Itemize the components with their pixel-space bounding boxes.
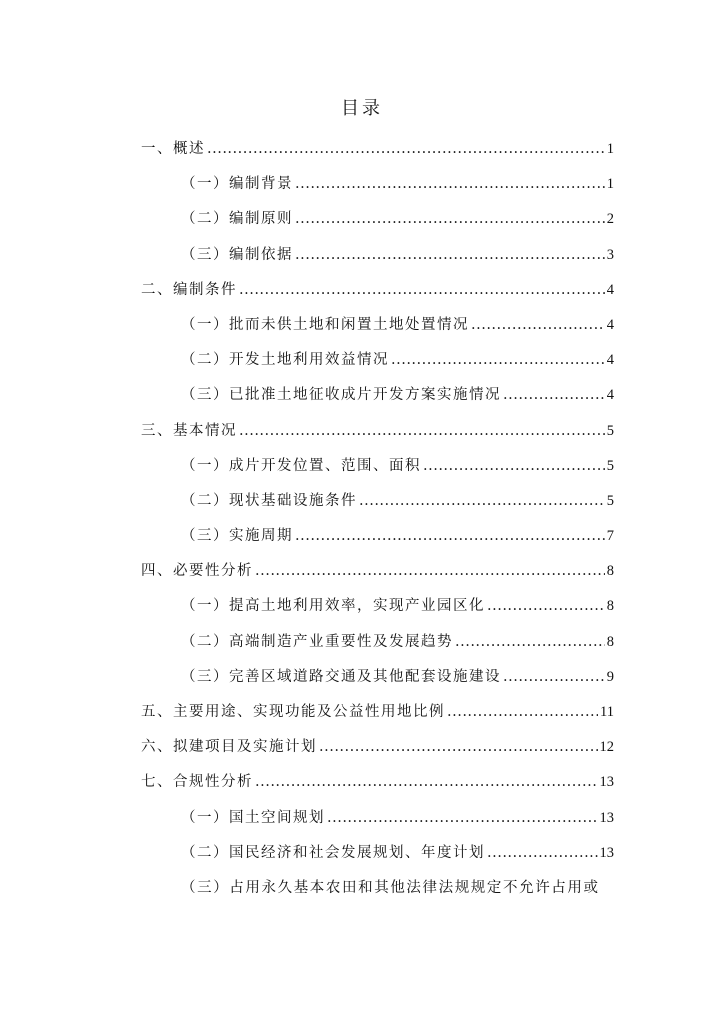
toc-page-number: 1 — [606, 176, 614, 193]
toc-entry[interactable] — [0, 878, 614, 913]
toc-entry[interactable] — [0, 350, 614, 385]
toc-page-number: 11 — [600, 704, 614, 720]
toc-entry[interactable] — [0, 385, 614, 420]
toc-dot-leader — [487, 843, 598, 863]
toc-page-number: 2 — [606, 211, 614, 228]
toc-entry[interactable] — [0, 174, 614, 209]
toc-entry-label: （二）高端制造产业重要性及发展趋势 — [181, 633, 453, 650]
toc-dot-leader — [471, 315, 605, 335]
toc-entry[interactable] — [0, 209, 614, 244]
toc-page-number: 3 — [606, 246, 614, 263]
toc-dot-leader — [239, 280, 605, 300]
toc-page-number: 9 — [606, 668, 614, 685]
toc-entry-label: （一）成片开发位置、范围、面积 — [181, 457, 421, 474]
toc-entry-label: （一）批而未供土地和闲置土地处置情况 — [181, 316, 469, 333]
toc-entry-label: （一）国土空间规划 — [181, 809, 325, 826]
toc-dot-leader — [503, 667, 605, 687]
toc-entry[interactable] — [0, 280, 614, 315]
toc-entry-label: （三）已批准土地征收成片开发方案实施情况 — [181, 387, 501, 404]
toc-dot-leader — [295, 174, 605, 194]
toc-entry[interactable] — [0, 315, 614, 350]
toc-page-number: 8 — [606, 563, 614, 580]
toc-dot-leader — [239, 421, 605, 441]
toc-dot-leader — [487, 596, 605, 616]
toc-entry-label: 三、基本情况 — [141, 422, 237, 439]
toc-entry[interactable] — [0, 737, 614, 772]
toc-page-number: 5 — [606, 492, 614, 509]
toc-entry[interactable] — [0, 421, 614, 456]
toc-entry-label: （一）编制背景 — [181, 176, 293, 193]
toc-entry[interactable] — [0, 491, 614, 526]
toc-entry-label: 五、主要用途、实现功能及公益性用地比例 — [141, 704, 445, 720]
toc-entry-label: （三）编制依据 — [181, 246, 293, 263]
toc-entry-label: （三）占用永久基本农田和其他法律法规规定不允许占用或 — [181, 879, 600, 896]
toc-entry[interactable] — [0, 456, 614, 491]
toc-dot-leader — [359, 491, 605, 511]
table-of-contents — [0, 139, 724, 913]
toc-entry-label: 一、概述 — [141, 141, 205, 157]
toc-entry-label: （二）国民经济和社会发展规划、年度计划 — [181, 844, 485, 861]
toc-dot-leader — [255, 772, 598, 792]
toc-dot-leader — [455, 632, 605, 652]
toc-page-number: 13 — [599, 774, 614, 791]
toc-dot-leader — [391, 350, 605, 370]
toc-dot-leader — [295, 526, 605, 546]
toc-dot-leader — [327, 808, 598, 828]
toc-dot-leader — [295, 209, 605, 229]
toc-page-number: 4 — [606, 387, 614, 404]
toc-title: 目录 — [341, 98, 383, 119]
toc-entry[interactable] — [0, 808, 614, 843]
toc-entry-label: （二）编制原则 — [181, 211, 293, 228]
toc-entry-label: （二）开发土地利用效益情况 — [181, 352, 389, 369]
toc-dot-leader — [295, 245, 605, 265]
toc-page-number: 4 — [606, 352, 614, 369]
toc-entry[interactable] — [0, 596, 614, 631]
toc-entry-label: （一）提高土地利用效率，实现产业园区化 — [181, 598, 485, 615]
toc-page-number: 5 — [606, 422, 614, 439]
toc-entry-label: （三）完善区域道路交通及其他配套设施建设 — [181, 668, 501, 685]
toc-page-number: 1 — [606, 141, 614, 157]
toc-dot-leader — [207, 139, 605, 159]
toc-entry-label: （二）现状基础设施条件 — [181, 492, 357, 509]
toc-dot-leader — [447, 702, 598, 722]
toc-dot-leader — [319, 737, 598, 757]
toc-entry-label: （三）实施周期 — [181, 528, 293, 545]
toc-entry-label: 七、合规性分析 — [141, 774, 253, 791]
toc-entry-label: 四、必要性分析 — [141, 563, 253, 580]
toc-page-number: 8 — [606, 633, 614, 650]
toc-entry-label: 二、编制条件 — [141, 281, 237, 298]
toc-page-number: 5 — [606, 457, 614, 474]
toc-entry[interactable] — [0, 632, 614, 667]
toc-entry[interactable] — [0, 245, 614, 280]
toc-entry[interactable] — [0, 667, 614, 702]
toc-dot-leader — [255, 561, 605, 581]
toc-dot-leader — [423, 456, 605, 476]
toc-entry[interactable] — [0, 772, 614, 807]
toc-entry[interactable] — [0, 139, 614, 174]
toc-page-number: 12 — [599, 739, 614, 756]
toc-entry-label: 六、拟建项目及实施计划 — [141, 739, 317, 756]
toc-page-number: 7 — [606, 528, 614, 545]
toc-page-number: 4 — [606, 316, 614, 333]
toc-entry[interactable] — [0, 843, 614, 878]
toc-page-number: 4 — [606, 281, 614, 298]
toc-entry[interactable] — [0, 526, 614, 561]
toc-dot-leader — [503, 385, 605, 405]
toc-entry[interactable] — [0, 561, 614, 596]
toc-page-number: 13 — [599, 844, 614, 861]
toc-entry[interactable] — [0, 702, 614, 737]
toc-page-number: 8 — [606, 598, 614, 615]
toc-page-number: 13 — [599, 809, 614, 826]
